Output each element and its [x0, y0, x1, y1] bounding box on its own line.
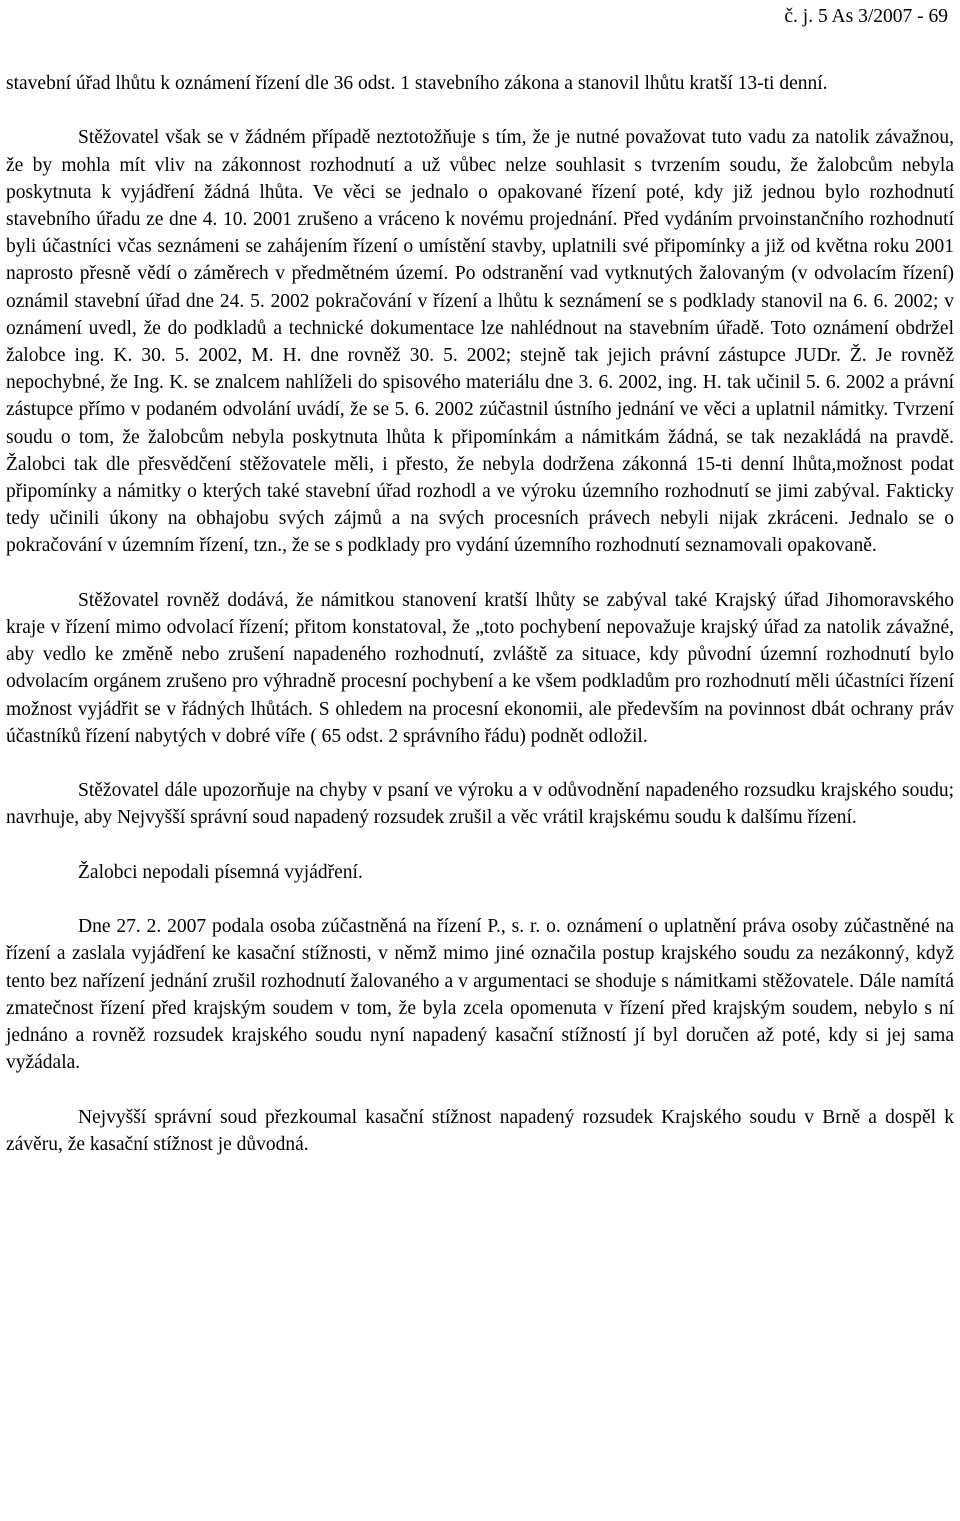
document-body: [6, 70, 954, 1158]
paragraph-spacer: [6, 97, 954, 124]
paragraph-3: Stěžovatel rovněž dodává, že námitkou stanovení kratší lhůty se zabýval také Krajský úřad Jihomoravského kraje v řízení mimo odvolací řízení; přitom konstatoval, že „toto pochybení nepovažuje krajský úřad za natolik závažné, aby vedlo ke změně nebo zrušení napadeného rozhodnutí, zvláště za situace, kdy původní územní rozhodnutí bylo odvolacím orgánem zrušeno pro výhradně procesní pochybení a ke všem podkladům pro rozhodnutí měli účastníci řízení možnost vyjádřit se v řádných lhůtách. S ohledem na procesní ekonomii, ale především na povinnost dbát ochrany práv účastníků řízení nabytých v dobré víře ( 65 odst. 2 správního řádu) podnět odložil.: [6, 589, 954, 747]
paragraph-spacer: [6, 750, 954, 777]
paragraph-6: Dne 27. 2. 2007 podala osoba zúčastněná na řízení P., s. r. o. oznámení o uplatnění práva osoby zúčastněné na řízení a zaslala vyjádření ke kasační stížnosti, v němž mimo jiné označila postup krajského soudu za nezákonný, když tento bez nařízení jednání zrušil rozhodnutí žalovaného a v argumentaci se shoduje s námitkami stěžovatele. Dále namítá zmatečnost řízení před krajským soudem v tom, že byla zcela opomenuta v řízení před krajským soudem, nebylo s ní jednáno a rovněž rozsudek krajského soudu nyní napadený kasační stížností jí byl doručen až poté, kdy si jej sama vyžádala.: [6, 916, 954, 1074]
paragraph-7: Nejvyšší správní soud přezkoumal kasační stížnost napadený rozsudek Krajského soudu v Brně a dospěl k závěru, že kasační stížnost je důvodná.: [6, 1106, 954, 1155]
paragraph-2: Stěžovatel však se v žádném případě neztotožňuje s tím, že je nutné považovat tuto vadu za natolik závažnou, že by mohla mít vliv na zákonnost rozhodnutí a už vůbec nelze souhlasit s tvrzením soudu, že žalobcům nebyla poskytnuta k vyjádření žádná lhůta. Ve věci se jednalo o opakované řízení poté, kdy již jednou bylo rozhodnutí stavebního úřadu ze dne 4. 10. 2001 zrušeno a vráceno k novému projednání. Před vydáním prvoinstančního rozhodnutí byli účastníci včas seznámeni se zahájením řízení o umístění stavby, uplatnili své připomínky a již od května roku 2001 naprosto přesně vědí o záměrech v předmětném území. Po odstranění vad vytknutých žalovaným (v odvolacím řízení) oznámil stavební úřad dne 24. 5. 2002 pokračování v řízení a lhůtu k seznámení se s podklady stanovil na 6. 6. 2002; v oznámení uvedl, že do podkladů a technické dokumentace lze nahlédnout na stavebním úřadě. Toto oznámení obdržel žalobce ing. K. 30. 5. 2002, M. H. dne rovněž 30. 5. 2002; stejně tak jejich právní zástupce JUDr. Ž. Je rovněž nepochybné, že Ing. K. se znalcem nahlíželi do spisového materiálu dne 3. 6. 2002, ing. H. tak učinil 5. 6. 2002 a právní zástupce přímo v podaném odvolání uvádí, že se 5. 6. 2002 zúčastnil ústního jednání ve věci a uplatnil námitky. Tvrzení soudu o tom, že žalobcům nebyla poskytnuta lhůta k připomínkám a námitkám žádná, se tak nezakládá na pravdě. Žalobci tak dle přesvědčení stěžovatele měli, i přesto, že nebyla dodržena zákonná 15-ti denní lhůta,možnost podat připomínky a námitky o kterých také stavební úřad rozhodl a ve výroku územního rozhodnutí se jimi zabýval. Fakticky tedy učinili úkony na obhajobu svých zájmů a na svých procesních právech nebyli nijak zkráceni. Jednalo se o pokračování v územním řízení, tzn., že se s podklady pro vydání územního rozhodnutí seznamovali opakovaně.: [6, 127, 954, 557]
case-reference: č. j. 5 As 3/2007 - 69: [784, 6, 948, 27]
paragraph-spacer: [6, 832, 954, 859]
paragraph-spacer: [6, 886, 954, 913]
paragraph-spacer: [6, 1076, 954, 1103]
paragraph-1: stavební úřad lhůtu k oznámení řízení dle 36 odst. 1 stavebního zákona a stanovil lhůtu kratší 13-ti denní.: [6, 73, 828, 94]
paragraph-5: Žalobci nepodali písemná vyjádření.: [78, 861, 363, 883]
paragraph-spacer: [6, 560, 954, 587]
paragraph-4: Stěžovatel dále upozorňuje na chyby v psaní ve výroku a v odůvodnění napadeného rozsudku krajského soudu; navrhuje, aby Nejvyšší správní soud napadený rozsudek zrušil a věc vrátil krajskému soudu k dalšímu řízení.: [6, 780, 954, 829]
